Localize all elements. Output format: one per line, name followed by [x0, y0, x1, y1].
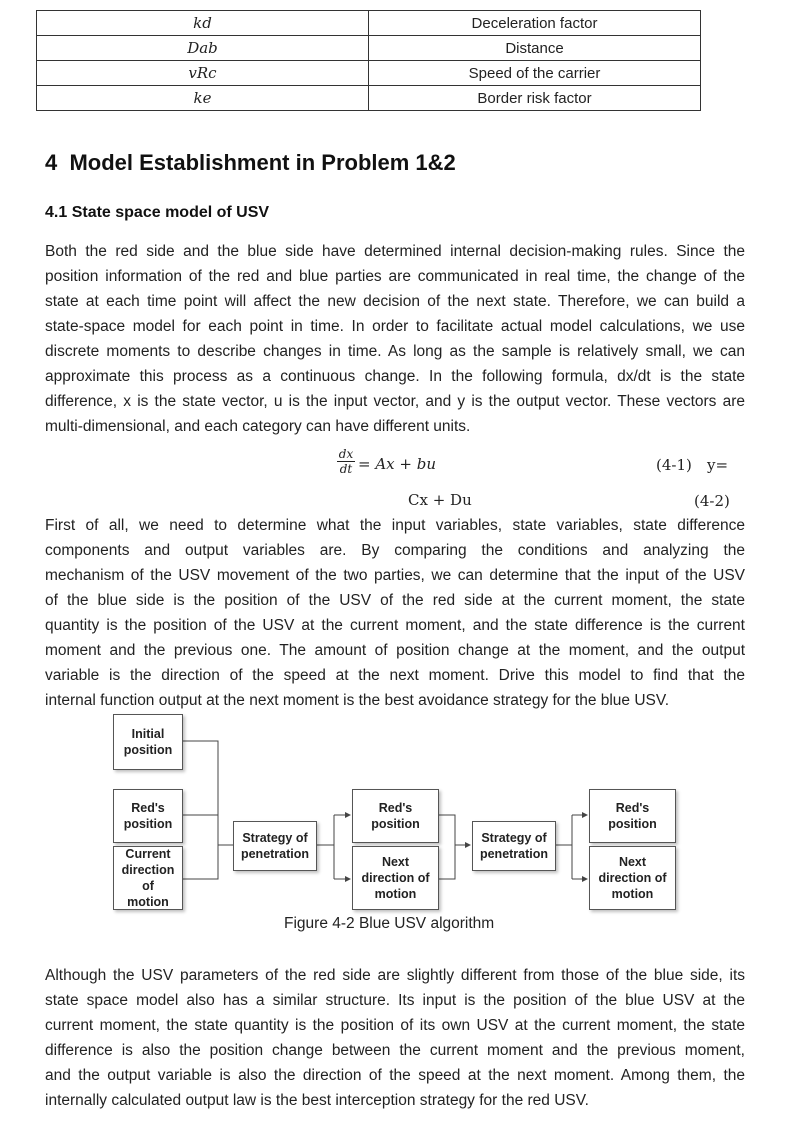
current-direction-box: [113, 846, 183, 910]
text-line: difference, x is the state vector, u is the input vector, and y is the output vector. These vectors are: [45, 393, 745, 410]
text-line: state space model also has a similar structure. Its input is the position of the blue USV at the: [45, 992, 745, 1009]
box-label: position: [608, 817, 657, 831]
meaning-cell: Distance: [369, 36, 701, 61]
text-line: internally calculated output law is the best interception strategy for the red USV.: [45, 1092, 589, 1109]
box-label: Red's: [378, 801, 413, 815]
text-line: moment and the previous one. The amount of position change at the moment, and the output: [45, 642, 745, 659]
initial-position-box: [113, 714, 183, 770]
text-line: multi-dimensional, and each category can have different units.: [45, 418, 471, 435]
equation-y: y=: [707, 456, 729, 474]
box-label: direction of: [121, 863, 175, 893]
box-label: Strategy of: [481, 831, 547, 845]
next-direction-box-2: [589, 846, 676, 910]
box-label: Red's: [615, 801, 650, 815]
strategy-box-2: [472, 821, 556, 871]
text-line: variable is the direction of the speed at the next moment. Drive this model to find that the: [45, 667, 745, 684]
meaning-cell: Speed of the carrier: [369, 61, 701, 86]
symbol-cell: kd: [37, 11, 369, 36]
subsection-heading: 4.1 State space model of USV: [45, 204, 270, 221]
text-line: internal function output at the next moment is the best avoidance strategy for the blue USV.: [45, 692, 670, 709]
box-label: Current: [125, 847, 171, 861]
box-label: position: [123, 743, 173, 757]
equation-rhs: = Ax + bu: [358, 455, 436, 473]
text-line: discrete moments to describe changes in time. As long as the sample is relatively small, we can: [45, 343, 745, 360]
box-label: Initial: [131, 727, 165, 741]
text-line: state-space model for each point in time. In order to facilitate actual model calculations, we use: [45, 318, 745, 335]
figure-caption: Figure 4-2 Blue USV algorithm: [284, 915, 495, 932]
box-label: motion: [374, 887, 417, 901]
fraction-denominator: dt: [337, 461, 355, 476]
text-line: difference is also the position change between the current moment and the previous moment,: [45, 1042, 745, 1059]
symbol-cell: vRc: [37, 61, 369, 86]
connector-line: [181, 741, 218, 879]
paragraph-red-side: [45, 963, 745, 1113]
box-label: Next: [381, 855, 410, 869]
box-label: position: [371, 817, 420, 831]
box-label: penetration: [240, 847, 310, 861]
box-label: Next: [618, 855, 647, 869]
text-line: position information of the red and blue parties are communicated in real time, the change of the: [45, 268, 745, 285]
box-label: motion: [611, 887, 654, 901]
box-label: penetration: [479, 847, 549, 861]
text-line: First of all, we need to determine what the input variables, state variables, state difference: [45, 517, 745, 534]
next-direction-box-1: [352, 846, 439, 910]
box-label: Red's: [131, 801, 165, 815]
text-line: quantity is the position of the USV at the current moment, and the state difference is the current: [45, 617, 745, 634]
box-label: direction of: [361, 871, 430, 885]
text-line: and the output variable is also the direction of the speed at the next moment. Among them, the: [45, 1067, 745, 1084]
meaning-cell: Border risk factor: [369, 86, 701, 111]
section-heading: 4 Model Establishment in Problem 1&2: [45, 150, 456, 175]
text-line: of the blue side is the position of the USV of the red side at the current moment, the state: [45, 592, 745, 609]
meaning-cell: Deceleration factor: [369, 11, 701, 36]
reds-position-box-2: [352, 789, 439, 843]
symbol-cell: Dab: [37, 36, 369, 61]
text-line: approximate this process as a continuous change. In the following formula, dx/dt is the state: [45, 368, 745, 385]
connector-line: [437, 815, 455, 879]
text-line: mechanism of the USV movement of the two parties, we can determine that the input of the USV: [45, 567, 745, 584]
text-line: state at each time point will affect the new decision of the next state. Therefore, we can build a: [45, 293, 745, 310]
box-label: Strategy of: [242, 831, 308, 845]
equation-second: Cx + Du: [408, 491, 472, 509]
strategy-box-1: [233, 821, 317, 871]
text-line: Although the USV parameters of the red side are slightly different from those of the blue side, its: [45, 967, 745, 984]
box-label: direction of: [598, 871, 667, 885]
fraction-numerator: dx: [338, 447, 354, 461]
text-line: components and output variables are. By comparing the conditions and analyzing the: [45, 542, 745, 559]
symbol-cell: ke: [37, 86, 369, 111]
text-line: current moment, the state quantity is the position of its own USV at the current moment, the state: [45, 1017, 745, 1034]
equation-label-1: (4-1): [656, 456, 692, 474]
box-label: position: [123, 817, 173, 831]
box-label: motion: [127, 895, 169, 909]
equation-label-2: (4-2): [694, 492, 730, 510]
text-line: Both the red side and the blue side have determined internal decision-making rules. Since the: [45, 243, 745, 260]
reds-position-box-3: [589, 789, 676, 843]
reds-position-box-1: [113, 789, 183, 843]
